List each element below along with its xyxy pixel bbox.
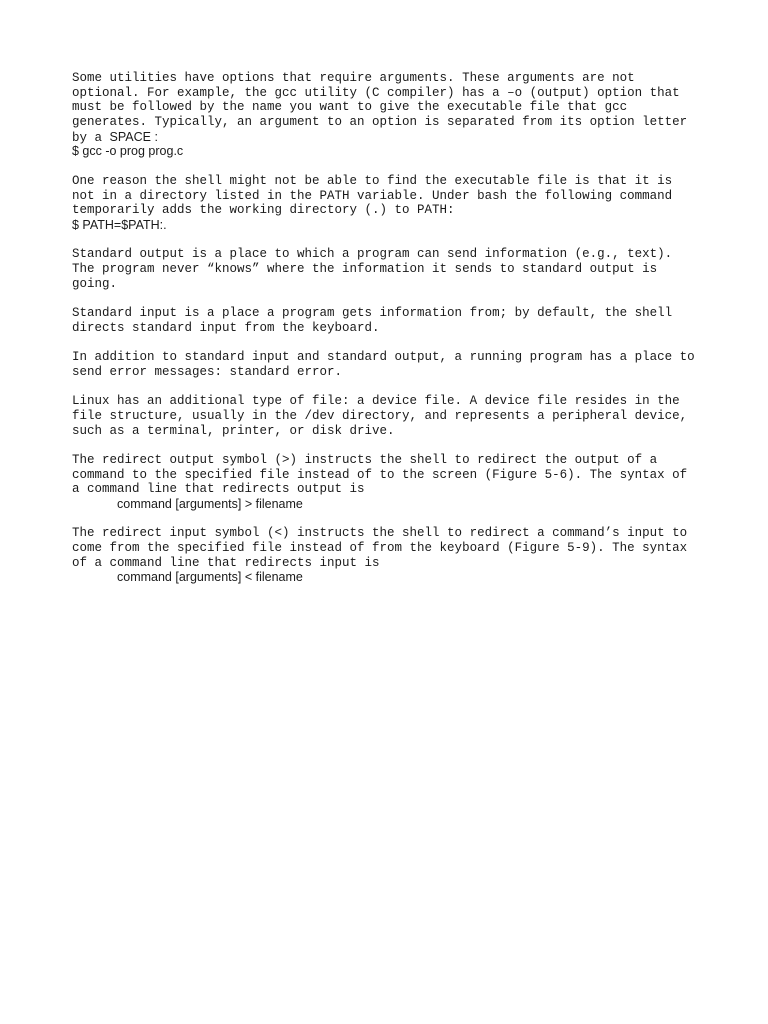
text-line: The redirect output symbol (>) instructs the shell to redirect the output of a (72, 452, 658, 467)
text-line: temporarily adds the working directory (.) to PATH: (72, 203, 455, 218)
text-line: of a command line that redirects input is (72, 555, 380, 570)
text-line: not in a directory listed in the PATH variable. Under bash the following command (72, 188, 673, 203)
text-line: In addition to standard input and standard output, a running program has a place to (72, 350, 695, 365)
text-line: The program never “knows” where the information it sends to standard output is (72, 261, 658, 276)
text-line: come from the specified file instead of from the keyboard (Figure 5-9). The syntax (72, 541, 688, 555)
paragraph-redirect-output (72, 453, 712, 512)
text-line: Linux has an additional type of file: a device file. A device file resides in the (72, 394, 680, 409)
paragraph-standard-error (72, 350, 712, 379)
text-line: command to the specified file instead of to the screen (Figure 5-6). The syntax of (72, 467, 688, 482)
text-line: optional. For example, the gcc utility (C compiler) has a –o (output) option that (72, 85, 680, 100)
text-line: such as a terminal, printer, or disk drive. (72, 423, 395, 438)
text-fragment: by a (72, 130, 110, 145)
command-example-path: $ PATH=$PATH:. (72, 217, 167, 232)
paragraph-options-arguments (72, 71, 712, 159)
text-line: directs standard input from the keyboard. (72, 320, 380, 335)
text-line: Standard input is a place a program gets information from; by default, the shell (72, 306, 673, 320)
text-line: must be followed by the name you want to give the executable file that gcc (72, 100, 628, 115)
paragraph-standard-output (72, 247, 712, 291)
command-example-gcc: $ gcc -o prog prog.c (72, 144, 184, 159)
text-line: One reason the shell might not be able to find the executable file is that it is (72, 173, 673, 188)
text-line: going. (72, 276, 118, 291)
paragraph-redirect-input (72, 526, 712, 585)
paragraph-device-file (72, 394, 712, 438)
text-line: send error messages: standard error. (72, 364, 343, 379)
text-line: Some utilities have options that require arguments. These arguments are not (72, 71, 635, 85)
syntax-redirect-input: command [arguments] < filename (117, 570, 303, 585)
syntax-redirect-output: command [arguments] > filename (117, 496, 303, 511)
document-page (72, 71, 712, 600)
text-line-mixed (72, 130, 712, 145)
text-line: The redirect input symbol (<) instructs the shell to redirect a command’s input to (72, 526, 688, 541)
text-line: a command line that redirects output is (72, 482, 365, 497)
paragraph-standard-input (72, 306, 712, 335)
paragraph-path-variable (72, 174, 712, 233)
text-line: Standard output is a place to which a program can send information (e.g., text). (72, 247, 673, 262)
space-key-label: SPACE : (109, 129, 158, 144)
text-line: generates. Typically, an argument to an option is separated from its option letter (72, 115, 688, 130)
text-line: file structure, usually in the /dev directory, and represents a peripheral device, (72, 408, 688, 423)
